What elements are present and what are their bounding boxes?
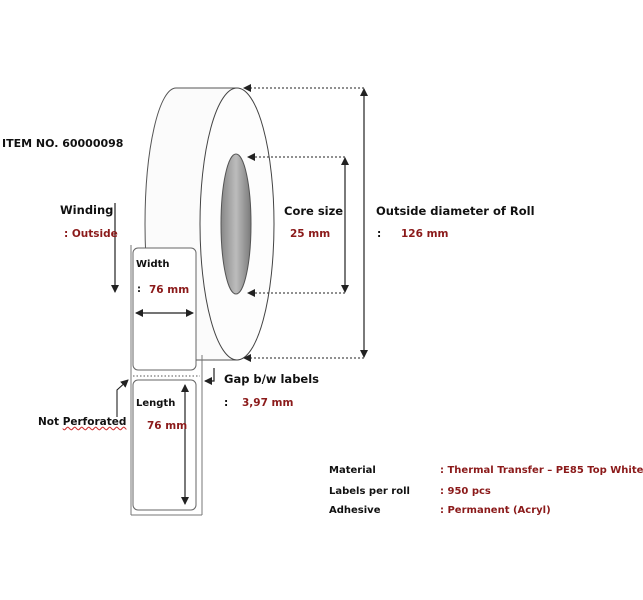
- item-number: ITEM NO. 60000098: [2, 137, 124, 150]
- gap-label: Gap b/w labels: [224, 372, 320, 386]
- outside-diameter-label: Outside diameter of Roll: [376, 204, 535, 218]
- spec-adhesive-value: : Permanent (Acryl): [440, 505, 551, 516]
- width-colon: :: [137, 284, 141, 295]
- perforated-word: Perforated: [62, 416, 127, 428]
- gap-colon: :: [224, 397, 229, 409]
- perforation-pointer: [117, 380, 128, 417]
- roll-core: [221, 154, 251, 294]
- width-value: 76 mm: [149, 284, 190, 296]
- gap-value: 3,97 mm: [242, 397, 294, 409]
- length-label: Length: [136, 398, 176, 409]
- width-label: Width: [136, 259, 170, 270]
- spec-material-label: Material: [329, 465, 376, 476]
- spec-labels-per-roll-value: : 950 pcs: [440, 486, 491, 497]
- winding-value: : Outside: [64, 228, 118, 240]
- spec-material-value: : Thermal Transfer – PE85 Top White: [440, 465, 643, 476]
- core-size-value: 25 mm: [290, 228, 331, 240]
- core-size-label: Core size: [284, 204, 344, 218]
- winding-label: Winding: [60, 203, 114, 217]
- outside-diameter-colon: :: [377, 228, 382, 240]
- outside-diameter-value: 126 mm: [401, 228, 449, 240]
- gap-arrow: [205, 368, 214, 381]
- length-value: 76 mm: [147, 420, 188, 432]
- spec-adhesive-label: Adhesive: [329, 505, 381, 516]
- spec-labels-per-roll-label: Labels per roll: [329, 486, 410, 497]
- not-perforated-label: Not Perforated: [38, 416, 127, 428]
